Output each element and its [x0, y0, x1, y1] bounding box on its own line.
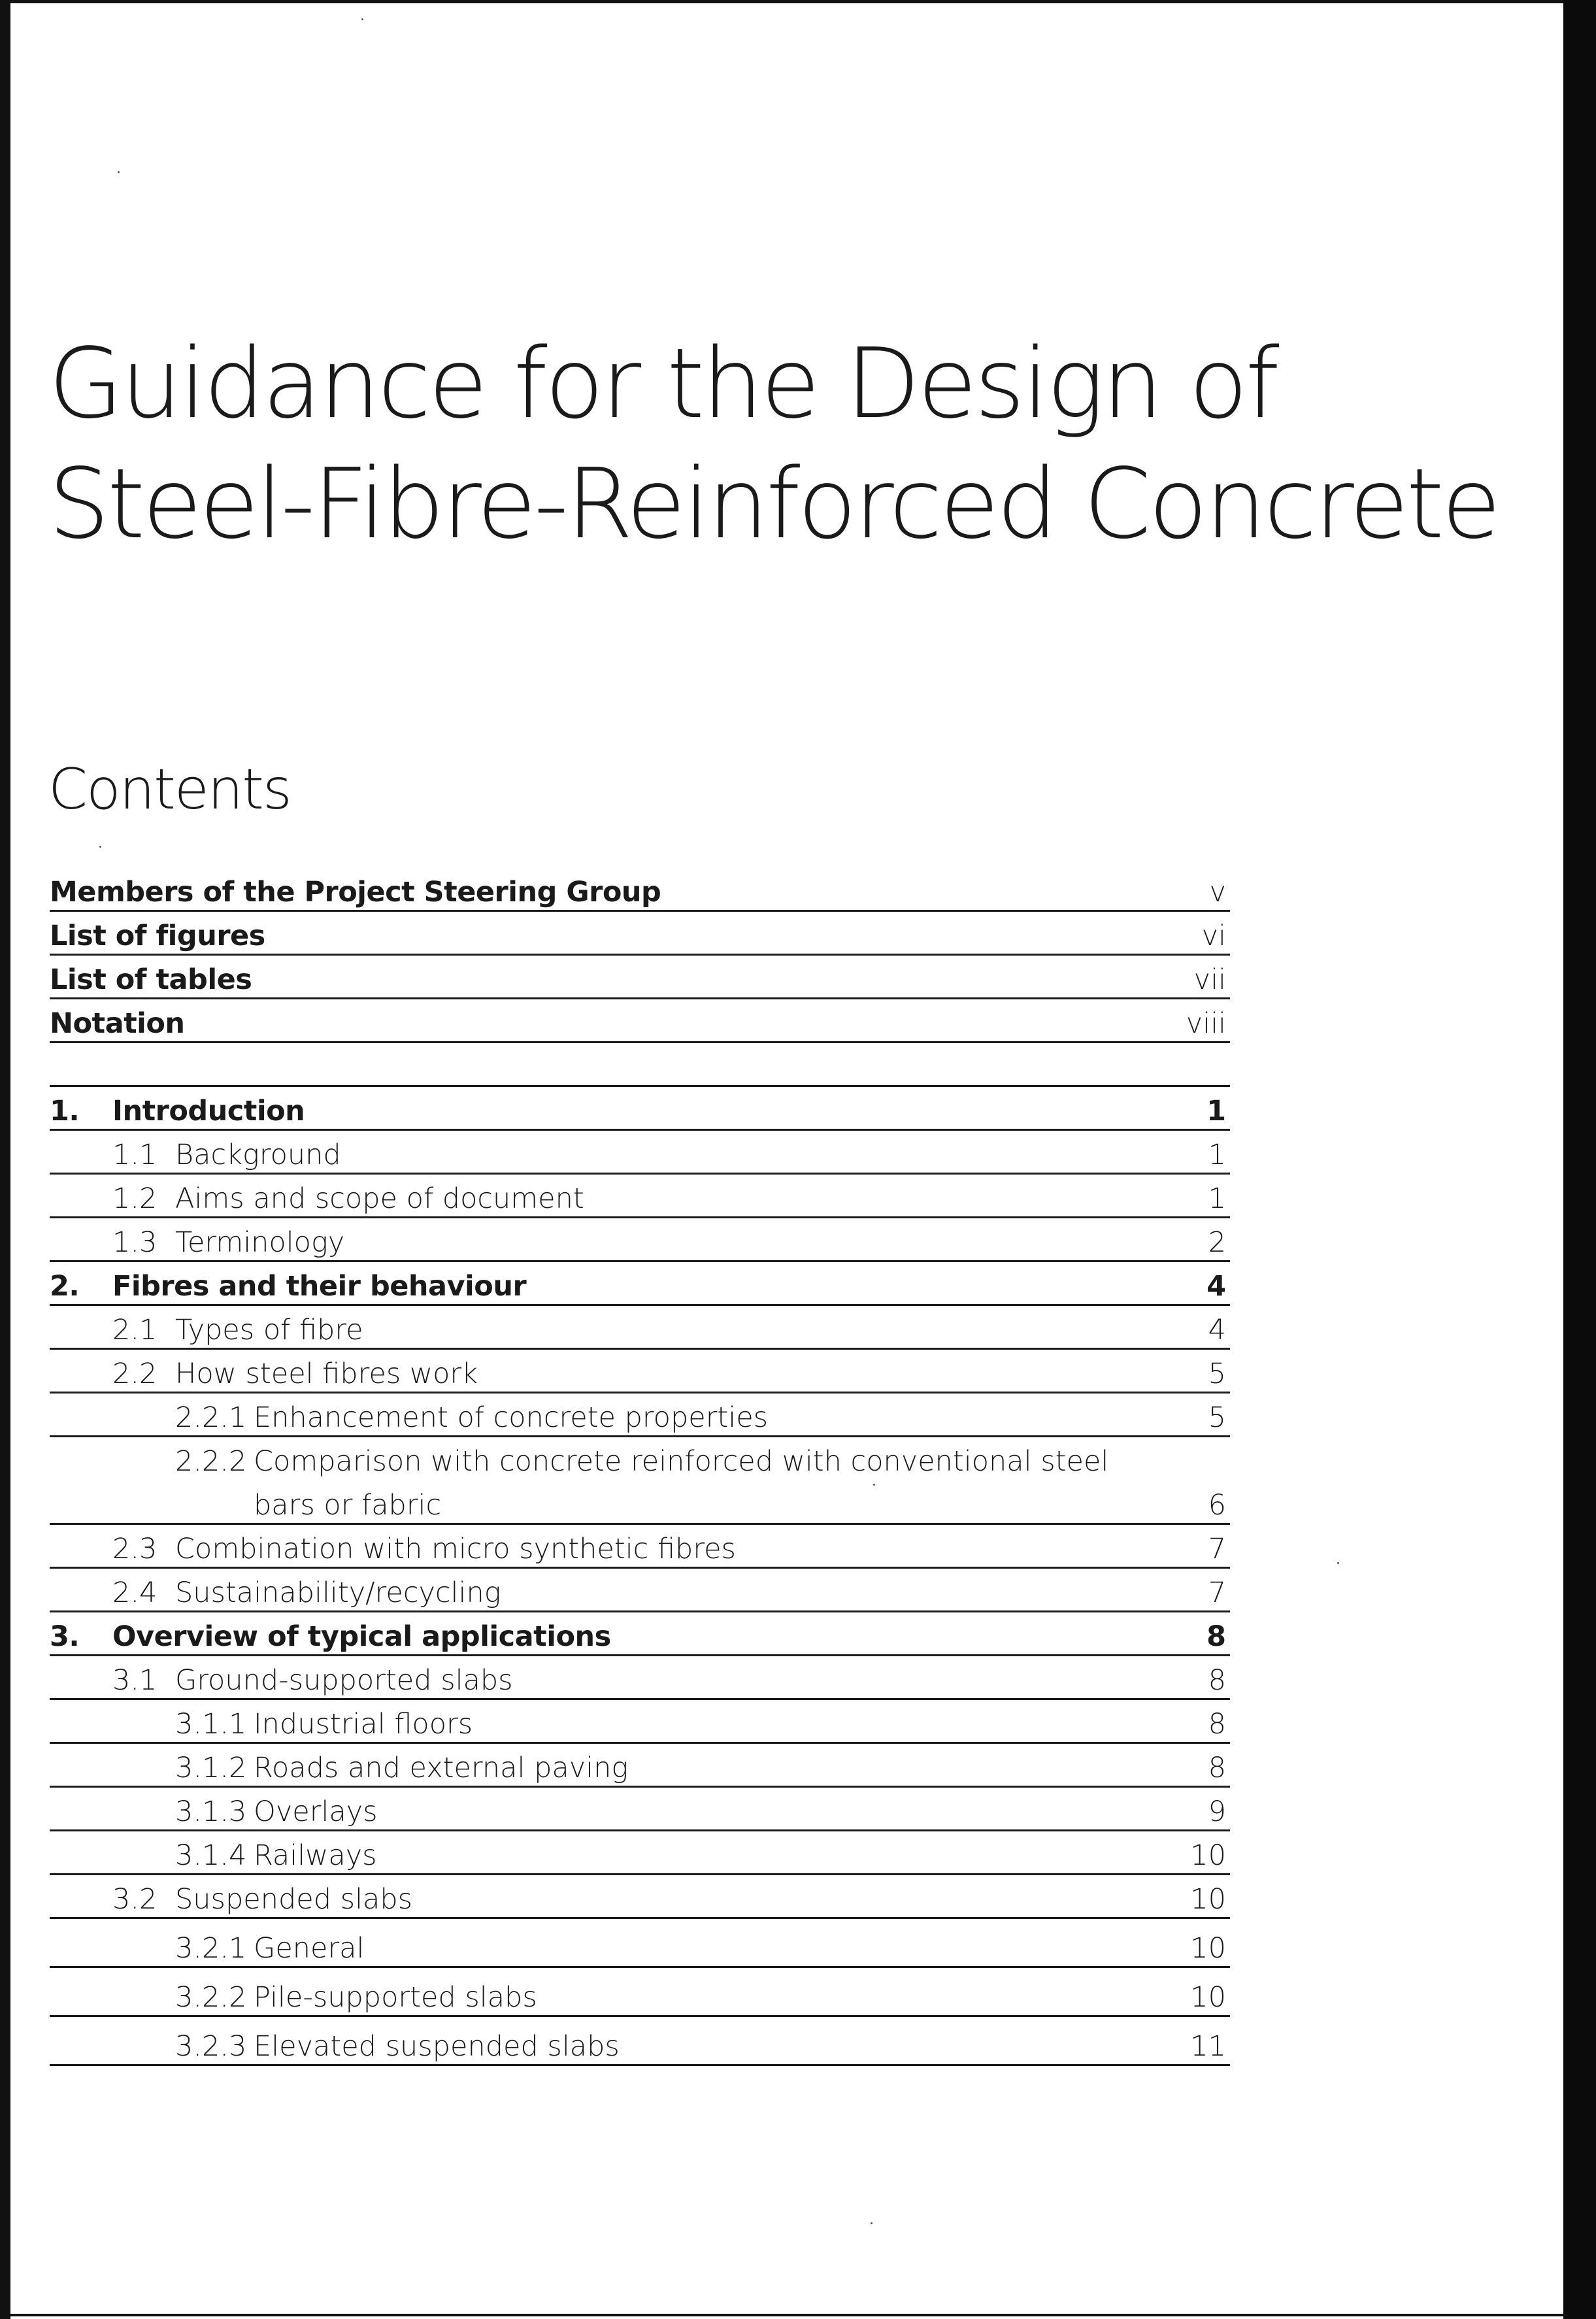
- toc-page: 10: [1190, 1883, 1226, 1916]
- toc-page: 2: [1208, 1226, 1226, 1259]
- toc-label: Combination with micro synthetic fibres: [175, 1533, 736, 1565]
- toc-row-front[interactable]: [50, 956, 1230, 999]
- toc-row-front[interactable]: [50, 999, 1230, 1043]
- toc-row-subsection[interactable]: [50, 1831, 1230, 1875]
- toc-page: 8: [1206, 1620, 1226, 1653]
- toc-number: 1.1: [112, 1139, 158, 1171]
- toc-row-section[interactable]: [50, 1875, 1230, 1919]
- toc-page: vii: [1193, 963, 1226, 996]
- toc-page: 4: [1206, 1270, 1226, 1303]
- toc-page: 10: [1190, 1932, 1226, 1965]
- toc-row-subsection[interactable]: [50, 1437, 1230, 1525]
- toc-number: 3.2.1: [175, 1932, 247, 1965]
- toc-row-section[interactable]: [50, 1218, 1230, 1262]
- toc-number: 2.1: [112, 1314, 158, 1346]
- toc-number: 3.1.2: [175, 1752, 247, 1784]
- toc-row-chapter[interactable]: [50, 1262, 1230, 1306]
- toc-number: 1.2: [112, 1182, 158, 1215]
- toc-label: Background: [175, 1139, 341, 1171]
- scan-speck: [99, 846, 101, 848]
- toc-number: 3.1.3: [175, 1795, 247, 1828]
- toc-page: 7: [1208, 1577, 1226, 1609]
- scan-border-bottom: [0, 2314, 1569, 2316]
- toc-label: Enhancement of concrete properties: [254, 1401, 769, 1434]
- toc-label: Overlays: [254, 1795, 378, 1828]
- toc-label: List of tables: [50, 963, 252, 996]
- toc-row-section[interactable]: [50, 1175, 1230, 1218]
- toc-row-front[interactable]: [50, 912, 1230, 956]
- toc-page: 8: [1208, 1752, 1226, 1784]
- toc-row-section[interactable]: [50, 1525, 1230, 1569]
- toc-number: 2.2.2: [175, 1445, 247, 1478]
- toc-label: Sustainability/recycling: [175, 1577, 501, 1609]
- title-line-1: Guidance for the Design of: [48, 327, 1277, 440]
- toc-page: 5: [1208, 1401, 1226, 1434]
- toc-page: 10: [1190, 1839, 1226, 1872]
- toc-page: viii: [1186, 1007, 1226, 1040]
- toc-row-subsection[interactable]: [50, 1393, 1230, 1437]
- toc-page: 8: [1208, 1708, 1226, 1741]
- toc-page: 10: [1190, 1981, 1226, 2014]
- toc-spacer: [50, 1043, 1230, 1087]
- title-line-2: Steel-Fibre-Reinforced Concrete: [48, 448, 1499, 560]
- toc-label: Roads and external paving: [254, 1752, 629, 1784]
- toc-row-section[interactable]: [50, 1350, 1230, 1393]
- toc-number: 1.: [50, 1095, 80, 1127]
- toc-label: Aims and scope of document: [175, 1182, 584, 1215]
- toc-label: Railways: [254, 1839, 377, 1872]
- toc-row-section[interactable]: [50, 1131, 1230, 1175]
- toc-page: 7: [1208, 1533, 1226, 1565]
- toc-label: Pile-supported slabs: [254, 1981, 537, 2014]
- toc-label: Overview of typical applications: [112, 1620, 611, 1653]
- toc-label: Ground-supported slabs: [175, 1664, 513, 1697]
- toc-number: 3.1.1: [175, 1708, 247, 1741]
- toc-label: Members of the Project Steering Group: [50, 876, 661, 909]
- toc-number: 3.1.4: [175, 1839, 247, 1872]
- toc-page: vi: [1201, 920, 1226, 952]
- scan-border-top: [0, 0, 1569, 3]
- toc-label: Comparison with concrete reinforced with conventional steel: [254, 1445, 1109, 1478]
- toc-row-subsection[interactable]: [50, 1919, 1230, 1968]
- scan-border-right: [1563, 0, 1596, 2319]
- toc-number: 3.2.3: [175, 2030, 247, 2063]
- toc-label: Suspended slabs: [175, 1883, 413, 1916]
- toc-label: How steel fibres work: [175, 1358, 478, 1390]
- toc-page: 8: [1208, 1664, 1226, 1697]
- contents-heading: Contents: [48, 757, 291, 822]
- toc-label: Notation: [50, 1007, 185, 1040]
- toc-number: 2.2.1: [175, 1401, 247, 1434]
- toc-row-section[interactable]: [50, 1569, 1230, 1612]
- scan-speck: [118, 171, 120, 173]
- toc-number: 2.4: [112, 1577, 158, 1609]
- toc-label: List of figures: [50, 920, 265, 952]
- toc-page: v: [1209, 876, 1226, 909]
- toc-page: 9: [1208, 1795, 1226, 1828]
- table-of-contents: [50, 868, 1230, 2066]
- toc-row-subsection[interactable]: [50, 1700, 1230, 1744]
- scan-speck: [871, 2222, 873, 2224]
- toc-row-chapter[interactable]: [50, 1612, 1230, 1656]
- toc-number: 2.3: [112, 1533, 158, 1565]
- scan-border-left: [0, 0, 10, 2319]
- toc-label: Terminology: [175, 1226, 345, 1259]
- toc-label: Types of fibre: [175, 1314, 363, 1346]
- toc-label: Introduction: [112, 1095, 305, 1127]
- toc-row-subsection[interactable]: [50, 1968, 1230, 2017]
- toc-page: 5: [1208, 1358, 1226, 1390]
- toc-page: 11: [1190, 2030, 1226, 2063]
- toc-label: Elevated suspended slabs: [254, 2030, 620, 2063]
- toc-page: 1: [1206, 1095, 1226, 1127]
- toc-row-subsection[interactable]: [50, 1744, 1230, 1788]
- toc-row-subsection[interactable]: [50, 1788, 1230, 1831]
- toc-number: 3.: [50, 1620, 80, 1653]
- toc-page: 4: [1208, 1314, 1226, 1346]
- toc-number: 2.: [50, 1270, 80, 1303]
- toc-number: 3.1: [112, 1664, 158, 1697]
- toc-label: General: [254, 1932, 365, 1965]
- toc-row-section[interactable]: [50, 1306, 1230, 1350]
- document-title: [48, 324, 1499, 564]
- toc-label: Industrial floors: [254, 1708, 473, 1741]
- toc-row-section[interactable]: [50, 1656, 1230, 1700]
- toc-number: 2.2: [112, 1358, 158, 1390]
- toc-row-chapter[interactable]: [50, 1087, 1230, 1131]
- toc-row-front[interactable]: [50, 868, 1230, 912]
- toc-label: Fibres and their behaviour: [112, 1270, 527, 1303]
- toc-row-subsection[interactable]: [50, 2017, 1230, 2066]
- scan-speck: [1337, 1562, 1339, 1564]
- scan-speck: [361, 18, 363, 20]
- toc-number: 1.3: [112, 1226, 158, 1259]
- toc-page: 1: [1208, 1139, 1226, 1171]
- toc-number: 3.2: [112, 1883, 158, 1916]
- toc-label-continued: bars or fabric: [254, 1489, 442, 1522]
- toc-page: 1: [1208, 1182, 1226, 1215]
- toc-page: 6: [1208, 1489, 1226, 1522]
- toc-number: 3.2.2: [175, 1981, 247, 2014]
